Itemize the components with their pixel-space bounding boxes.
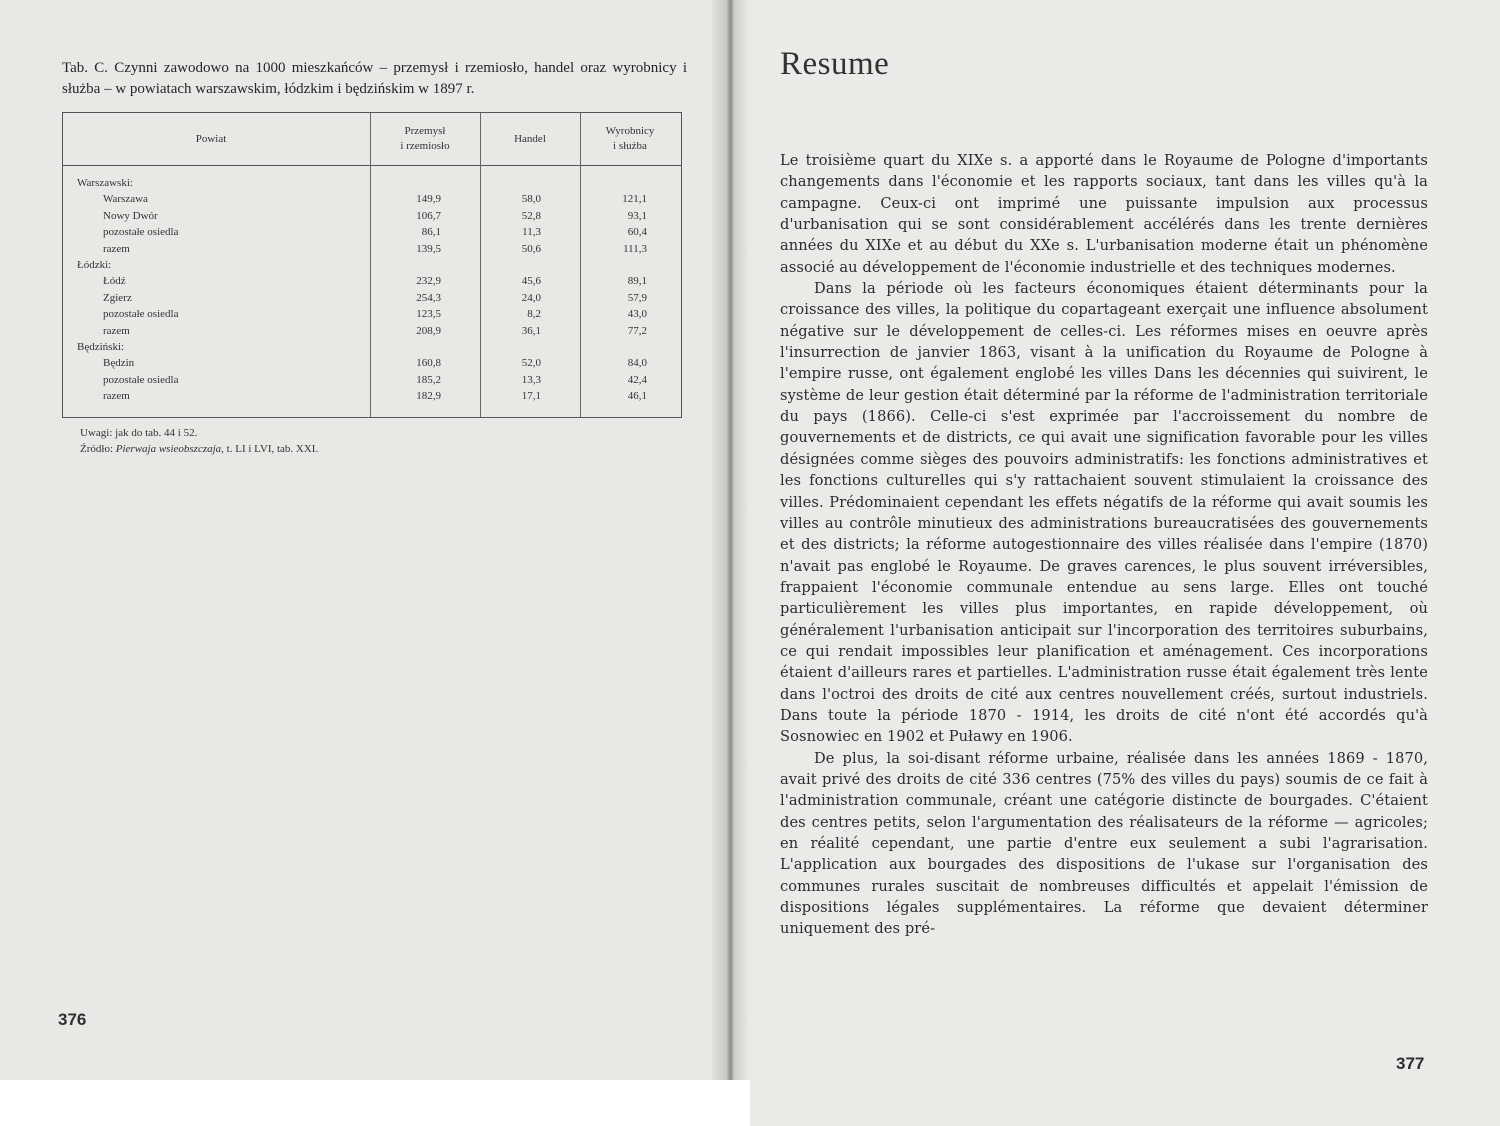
row-label: Nowy Dwór <box>103 209 158 222</box>
row-value: 121,1 <box>622 193 647 206</box>
row-label: razem <box>103 242 130 255</box>
row-label: pozostałe osiedla <box>103 373 179 386</box>
row-value: 232,9 <box>416 275 441 288</box>
row-value: 182,9 <box>416 390 441 403</box>
scan-margin <box>0 1080 750 1126</box>
row-value: 84,0 <box>627 357 647 370</box>
header-labourers: Wyrobnicy i służba <box>605 125 655 152</box>
row-value: 111,3 <box>623 242 647 255</box>
row-label: Łódzki: <box>77 259 112 271</box>
table-group-row <box>63 257 681 273</box>
row-value: 45,6 <box>521 275 541 288</box>
table-row <box>63 323 681 339</box>
row-value: 43,0 <box>627 308 647 321</box>
note-source-title: Pierwaja wsieobszczaja <box>115 443 222 455</box>
table-row <box>63 355 681 371</box>
row-label: pozostałe osiedla <box>103 308 179 321</box>
row-value: 50,6 <box>521 242 541 255</box>
paragraph: Le troisième quart du XIXe s. a apporté dans le Royaume de Pologne d'importants changements dans l'économie et les rapports sociaux, tant dans les villes qu'à la campagne. Ceux-ci ont imprimé une puissante impulsion aux processus d'urbanisation qui se sont considérablement accélérés dans les trente dernières années du XIXe et au début du XXe s. L'urbanisation moderne était un phénomène associé au développement de l'économie industrielle et des techniques modernes. <box>780 152 1428 276</box>
table-row <box>63 372 681 388</box>
row-value: 24,0 <box>521 291 541 304</box>
table-row <box>63 241 681 257</box>
table-row <box>63 208 681 224</box>
row-value: 36,1 <box>521 324 541 337</box>
row-value: 52,8 <box>521 209 541 222</box>
row-label: pozostałe osiedla <box>103 226 179 239</box>
row-label: razem <box>103 390 130 403</box>
row-value: 77,2 <box>627 324 647 337</box>
row-label: Łódź <box>103 275 126 288</box>
header-trade: Handel <box>514 132 546 145</box>
row-value: 254,3 <box>416 291 441 304</box>
row-value: 106,7 <box>416 209 441 222</box>
row-value: 123,5 <box>416 308 441 321</box>
table-row <box>63 191 681 207</box>
row-value: 185,2 <box>416 373 441 386</box>
row-value: 17,1 <box>521 390 541 403</box>
header-industry: Przemysł i rzemiosło <box>400 125 450 152</box>
row-label: Warszawski: <box>77 177 133 189</box>
row-value: 57,9 <box>627 291 647 304</box>
table-caption: Tab. C. Czynni zawodowo na 1000 mieszkańców – przemysł i rzemiosło, handel oraz wyrobnicy i służba – w powiatach warszawskim, łódzkim i będzińskim w 1897 r. <box>62 60 687 97</box>
table-group-row <box>63 339 681 355</box>
row-label: Warszawa <box>103 193 148 206</box>
note-source <box>80 441 318 457</box>
header-powiat: Powiat <box>195 132 227 145</box>
note-source-suffix: , t. LI i LVI, tab. XXI. <box>221 443 319 455</box>
row-value: 149,9 <box>416 193 441 206</box>
row-value: 11,3 <box>522 226 541 239</box>
row-value: 8,2 <box>527 308 541 321</box>
table-group-row <box>63 175 681 191</box>
row-label: Będziński: <box>77 341 125 353</box>
table-row <box>63 273 681 289</box>
row-label: Zgierz <box>103 291 132 304</box>
row-value: 46,1 <box>627 390 647 403</box>
note-remarks: Uwagi: jak do tab. 44 i 52. <box>80 427 198 439</box>
note-source-prefix: Źródło: <box>80 443 116 455</box>
row-value: 93,1 <box>627 209 647 222</box>
paragraph: De plus, la soi-disant réforme urbaine, réalisée dans les années 1869 - 1870, avait privé des droits de cité 336 centres (75% des villes du pays) soumis de ce fait à l'administration communale, créant une catégorie distincte de bourgades. C'étaient des centres petits, selon l'argumentation des réalisateurs de la réforme — agricoles; en réalité cependant, une partie d'entre eux seulement a subi l'agrarisation. L'application aux bourgades des dispositions de l'ukase sur l'organisation des communes rurales suscitait de nombreuses difficultés et appelait l'émission de dispositions légales supplémentaires. La réforme que devaient déterminer uniquement des pré- <box>780 749 1428 938</box>
resume-text <box>780 150 1428 940</box>
row-value: 60,4 <box>627 226 647 239</box>
page-number-right: 377 <box>1396 1054 1425 1073</box>
table-row <box>63 290 681 306</box>
page-title: Resume <box>780 46 890 82</box>
page-number-left: 376 <box>58 1010 87 1029</box>
table-header-row <box>63 113 681 166</box>
book-gutter <box>712 0 748 1080</box>
row-value: 139,5 <box>416 242 441 255</box>
row-value: 42,4 <box>627 373 647 386</box>
statistics-table <box>62 112 682 418</box>
row-value: 208,9 <box>416 324 441 337</box>
row-value: 52,0 <box>521 357 541 370</box>
row-label: Będzin <box>103 357 135 370</box>
table-row <box>63 306 681 322</box>
row-value: 160,8 <box>416 357 441 370</box>
row-value: 13,3 <box>521 373 541 386</box>
row-value: 89,1 <box>627 275 647 288</box>
table-notes <box>80 425 318 457</box>
row-value: 86,1 <box>421 226 441 239</box>
row-label: razem <box>103 324 130 337</box>
table-row <box>63 224 681 240</box>
table-row <box>63 388 681 404</box>
paragraph: Dans la période où les facteurs économiques étaient déterminants pour la croissance des villes, la politique du copartageant exerçait une influence absolument négative sur le développement de celles-ci. Les réformes mises en oeuvre après l'insurrection de janvier 1863, visant à la unification du Royaume de Pologne à l'empire russe, ont également englobé les villes Dans les décennies qui suivirent, le système de leur gestion était déterminé par la réforme de l'administration territoriale du pays (1866). Celle-ci s'est exprimée par l'accroissement du nombre de gouvernements et de districts, ce qui avait une signification favorable pour les villes désignées comme sièges des pouvoirs administratifs: les fonctions administratives et les fonctions culturelles qui s'y rattachaient souvent stimulaient la croissance des villes. Prédominaient cependant les effets négatifs de la réforme qui avait soumis les villes au contrôle minutieux des administrations bureaucratisées des gouvernements et des districts; la réforme autogestionnaire des villes réalisée dans l'empire (1870) n'avait pas englobé le Royaume. De graves carences, le plus souvent irréversibles, frappaient l'économie communale entendue au sens large. Elles ont touché particulièrement les villes plus importantes, en rapide développement, où généralement l'urbanisation anticipait sur l'incorporation des territoires suburbains, ce qui rendait impossibles leur planification et aménagement. Ces incorporations étaient d'ailleurs rares et partielles. L'administration russe était également très lente dans l'octroi des droits de cité aux centres nouvellement créés, surtout industriels. Dans toute la période 1870 - 1914, les droits de cité n'ont été accordés qu'à Sosnowiec en 1902 et Puławy en 1906. <box>780 280 1428 746</box>
row-value: 58,0 <box>521 193 541 206</box>
